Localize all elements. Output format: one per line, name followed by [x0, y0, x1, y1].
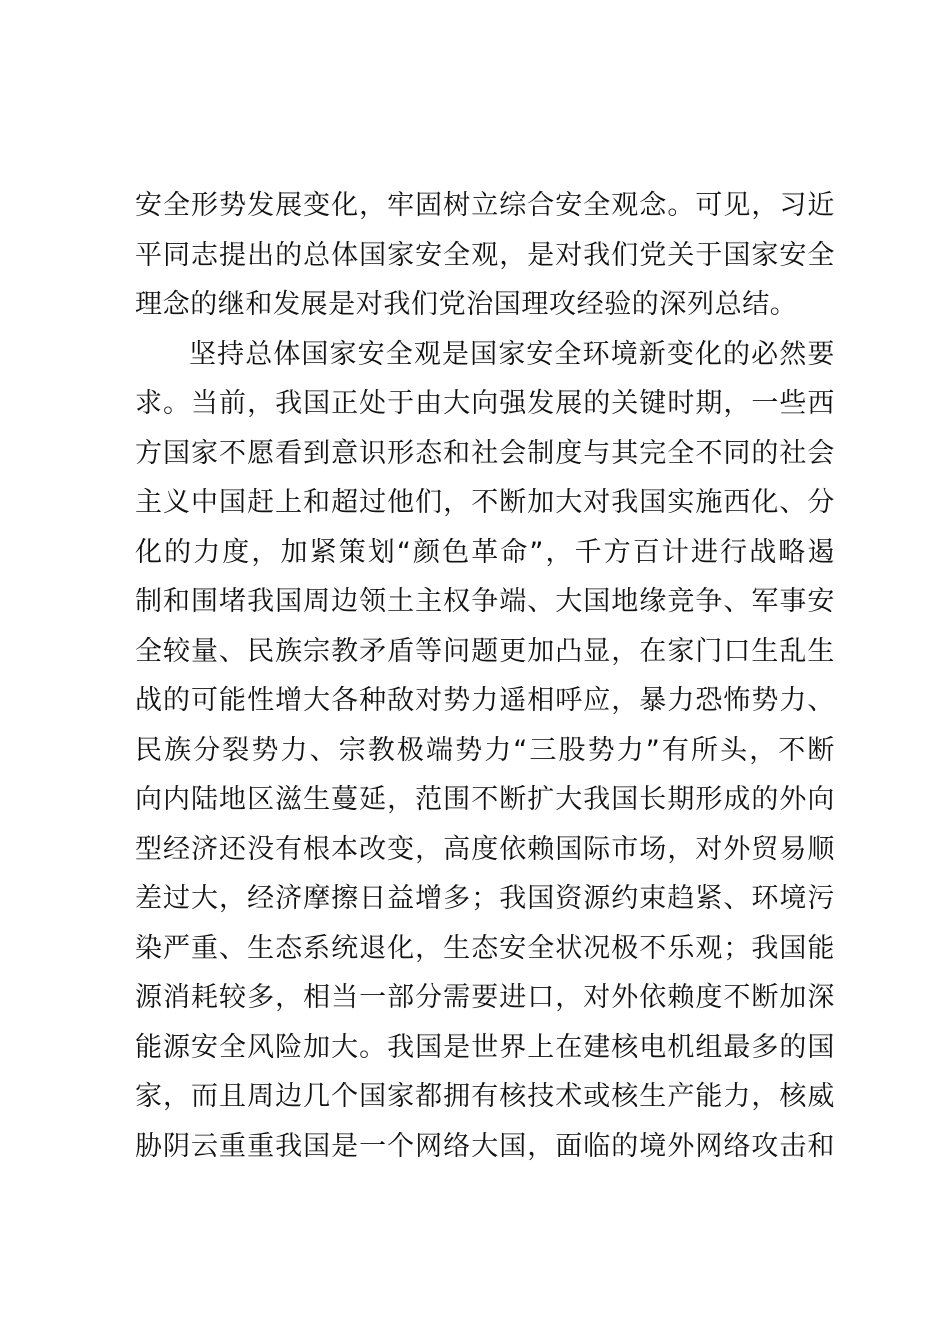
- text-line: 民族分裂势力、宗教极端势力“三股势力”有所头，不断: [135, 734, 835, 766]
- text-line: 家，而且周边几个国家都拥有核技术或核生产能力，核威: [135, 1081, 835, 1112]
- text-line: 求。当前，我国正处于由大向强发展的关键时期，一些西: [135, 388, 835, 419]
- text-line: 化的力度，加紧策划“颜色革命”，千方百计进行战略遏: [135, 536, 835, 568]
- text-line: 全较量、民族宗教矛盾等问题更加凸显，在家门口生乱生: [135, 635, 835, 667]
- text-line: 平同志提出的总体国家安全观，是对我们党关于国家安全: [135, 239, 835, 271]
- text-line: 理念的继和发展是对我们党治国理攻经验的深列总结。: [135, 289, 798, 320]
- text-line: 胁阴云重重我国是一个网络大国，面临的境外网络攻击和: [135, 1130, 835, 1162]
- text-line: 向内陆地区滋生蔓延，范围不断扩大我国长期形成的外向: [135, 784, 835, 815]
- text-line: 战的可能性增大各种敌对势力遥相呼应，暴力恐怖势力、: [135, 685, 835, 716]
- text-line: 安全形势发展变化，牢固树立综合安全观念。可见，习近: [135, 190, 835, 221]
- text-line: 制和围堵我国周边领土主权争端、大国地缘竞争、军事安: [135, 586, 835, 617]
- paragraph-first-line: 坚持总体国家安全观是国家安全环境新变化的必然要: [189, 338, 835, 370]
- text-line: 型经济还没有根本改变，高度依赖国际市场，对外贸易顺: [135, 833, 835, 865]
- text-line: 源消耗较多，相当一部分需要进口，对外依赖度不断加深: [135, 982, 835, 1013]
- text-line: 主义中国赶上和超过他们，不断加大对我国实施西化、分: [135, 487, 835, 518]
- text-line: 方国家不愿看到意识形态和社会制度与其完全不同的社会: [135, 437, 835, 469]
- document-body: [135, 181, 835, 1171]
- text-line: 染严重、生态系统退化，生态安全状况极不乐观；我国能: [135, 932, 835, 964]
- text-line: 差过大，经济摩擦日益增多；我国资源约束趋紧、环境污: [135, 883, 835, 914]
- text-line: 能源安全风险加大。我国是世界上在建核电机组最多的国: [135, 1031, 835, 1063]
